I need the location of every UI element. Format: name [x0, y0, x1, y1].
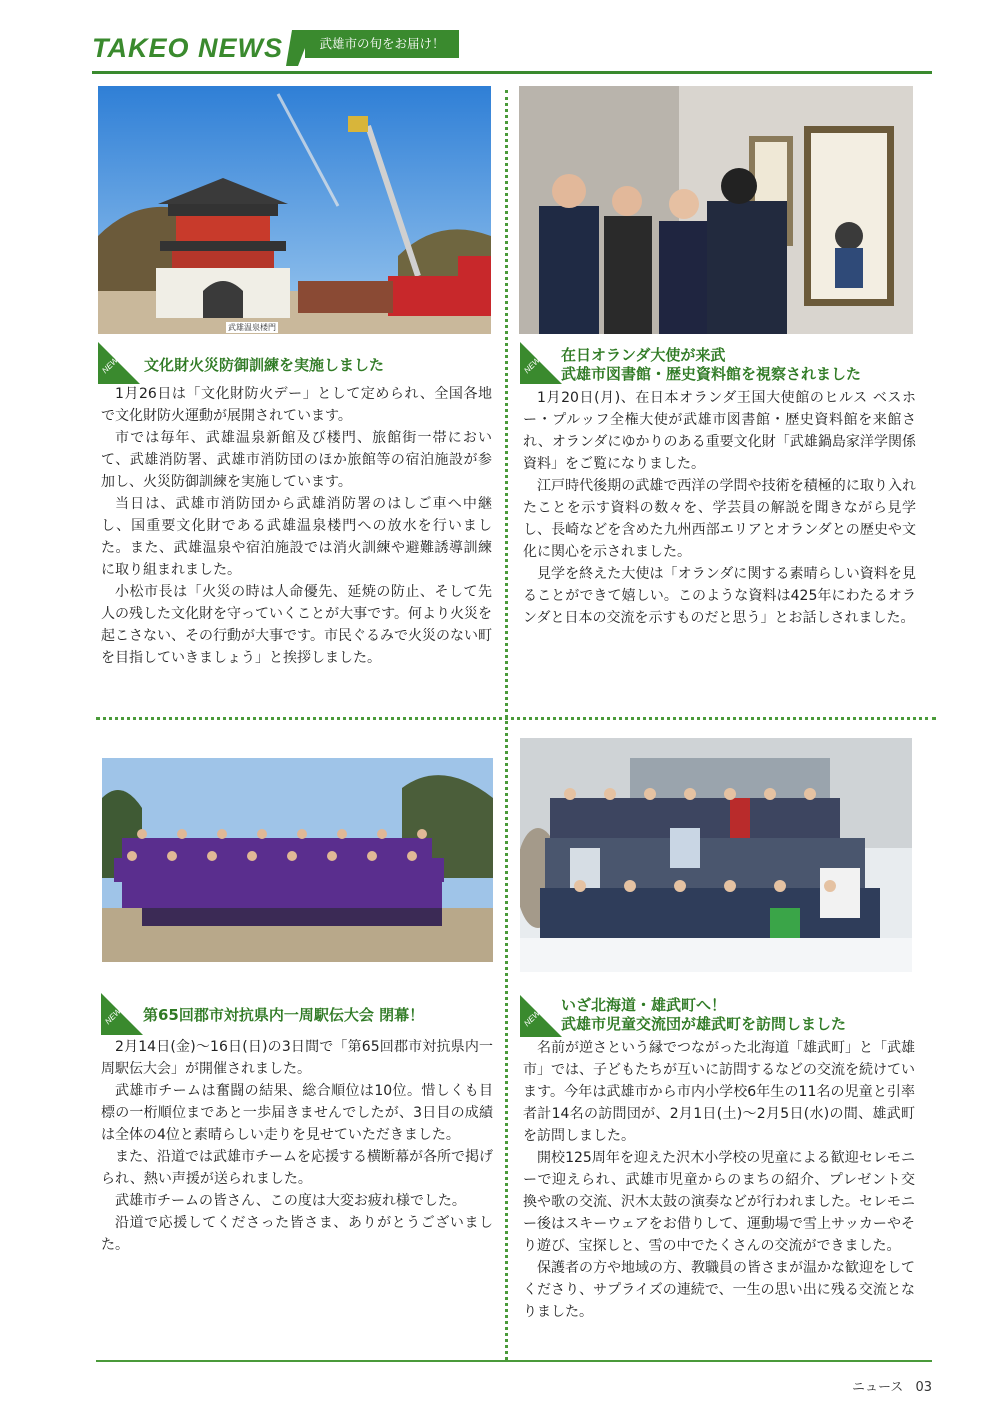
news-badge: NEWS [520, 995, 562, 1037]
header-title: TAKEO NEWS [92, 33, 283, 63]
article-title-ambassador [561, 346, 861, 384]
paragraph: 2月14日(金)～16日(日)の3日間で「第65回郡市対抗県内一周駅伝大会」が開催されました。 [101, 1039, 493, 1077]
paragraph: 江戸時代後期の武雄で西洋の学問や技術を積極的に取り入れたことを示す資料の数々を、学芸員の解説を聞きながら見学し、長崎などを含めた九州西部エリアとオランダとの歴史や文化に関心を示されました。 [523, 478, 916, 560]
paragraph: 1月26日は「文化財防火デー」として定められ、全国各地で文化財防火運動が展開されています。 [101, 386, 492, 424]
page-header [0, 0, 1004, 80]
page-number [852, 1376, 932, 1395]
paragraph: 小松市長は「火災の時は人命優先、延焼の防止、そして先人の残した文化財を守っていくことが大事です。何より火災を起こさない、その行動が大事です。市民ぐるみで火災のない町を目指していきましょう」と挨拶しました。 [101, 584, 492, 666]
photo-ambassador-visit [519, 86, 913, 334]
photo-caption: 武雄温泉楼門 [228, 323, 276, 332]
photo-snow-group [520, 738, 912, 972]
news-badge: NEWS [520, 342, 562, 384]
article-body-ambassador [523, 387, 916, 629]
title-line: 武雄市児童交流団が雄武町を訪問しました [561, 1015, 847, 1033]
column-divider [505, 90, 508, 1360]
paragraph: また、沿道では武雄市チームを応援する横断幕が各所で掲げられ、熱い声援が送られました。 [101, 1149, 493, 1187]
footer-section: ニュース [851, 1380, 904, 1395]
article-body-ekiden [101, 1036, 493, 1256]
header-tagline: 武雄市の旬をお届け！ [305, 30, 459, 58]
photo-ekiden-team [102, 758, 493, 962]
title-line: 武雄市図書館・歴史資料館を視察されました [561, 365, 862, 383]
news-badge: NEWS [98, 342, 140, 384]
paragraph: 市では毎年、武雄温泉新館及び楼門、旅館街一帯において、武雄消防署、武雄市消防団のほか旅館等の宿泊施設が参加し、火災防御訓練を実施しています。 [101, 430, 492, 490]
article-body-fire-drill [101, 383, 492, 669]
photo-fire-drill [98, 86, 491, 334]
paragraph: 武雄市チームは奮闘の結果、総合順位は10位。惜しくも目標の一桁順位まであと一歩届きませんでしたが、3日目の成績は全体の4位と素晴らしい走りを見せていただきました。 [101, 1083, 493, 1143]
paragraph: 開校125周年を迎えた沢木小学校の児童による歓迎セレモニーで迎えられ、武雄市児童からのまちの紹介、プレゼント交換や歌の交流、沢木太鼓の演奏などが行われました。セレモニー後はスキーウェアをお借りして、運動場で雪上サッカーやそり遊び、宝探しと、雪の中でたくさんの交流ができました。 [523, 1150, 915, 1254]
paragraph: 名前が逆さという縁でつながった北海道「雄武町」と「武雄市」では、子どもたちが互いに訪問するなどの交流を続けています。今年は武雄市から市内小学校6年生の11名の児童と引率者計14名の訪問団が、2月1日(土)～2月5日(水)の間、雄武町を訪問しました。 [523, 1040, 915, 1144]
paragraph: 沿道で応援してくださった皆さま、ありがとうございました。 [101, 1215, 493, 1253]
paragraph: 当日は、武雄市消防団から武雄消防署のはしご車へ中継し、国重要文化財である武雄温泉楼門への放水を行いました。また、武雄温泉や宿泊施設では消火訓練や避難誘導訓練に取り組まれました。 [101, 496, 492, 578]
paragraph: 1月20日(月)、在日本オランダ王国大使館のヒルス ベスホー・プルッフ全権大使が武雄市図書館・歴史資料館を来館され、オランダにゆかりのある重要文化財「武雄鍋島家洋学関係資料」をご覧になりました。 [523, 390, 916, 472]
footer-page: 03 [915, 1380, 932, 1395]
paragraph: 保護者の方や地域の方、教職員の皆さまが温かな歓迎をしてくださり、サプライズの連続で、一生の思い出に残る交流となりました。 [523, 1260, 915, 1320]
paragraph: 武雄市チームの皆さん、この度は大変お疲れ様でした。 [115, 1193, 466, 1209]
header-rule [92, 71, 932, 74]
article-title-fire-drill: 文化財火災防御訓練を実施しました [144, 356, 385, 374]
title-line: 在日オランダ大使が来武 [561, 346, 726, 364]
article-body-oumu-visit [523, 1037, 915, 1323]
title-line: いざ北海道・雄武町へ！ [561, 996, 727, 1014]
article-title-oumu-visit [561, 996, 846, 1034]
row-divider [96, 717, 936, 720]
article-title-ekiden: 第65回郡市対抗県内一周駅伝大会 閉幕！ [143, 1006, 425, 1024]
paragraph: 見学を終えた大使は「オランダに関する素晴らしい資料を見ることができて嬉しい。このような資料は425年にわたるオランダと日本の交流を示すものだと思う」とお話しされました。 [523, 566, 916, 626]
footer-rule [96, 1360, 932, 1362]
news-badge: NEWS [101, 993, 143, 1035]
